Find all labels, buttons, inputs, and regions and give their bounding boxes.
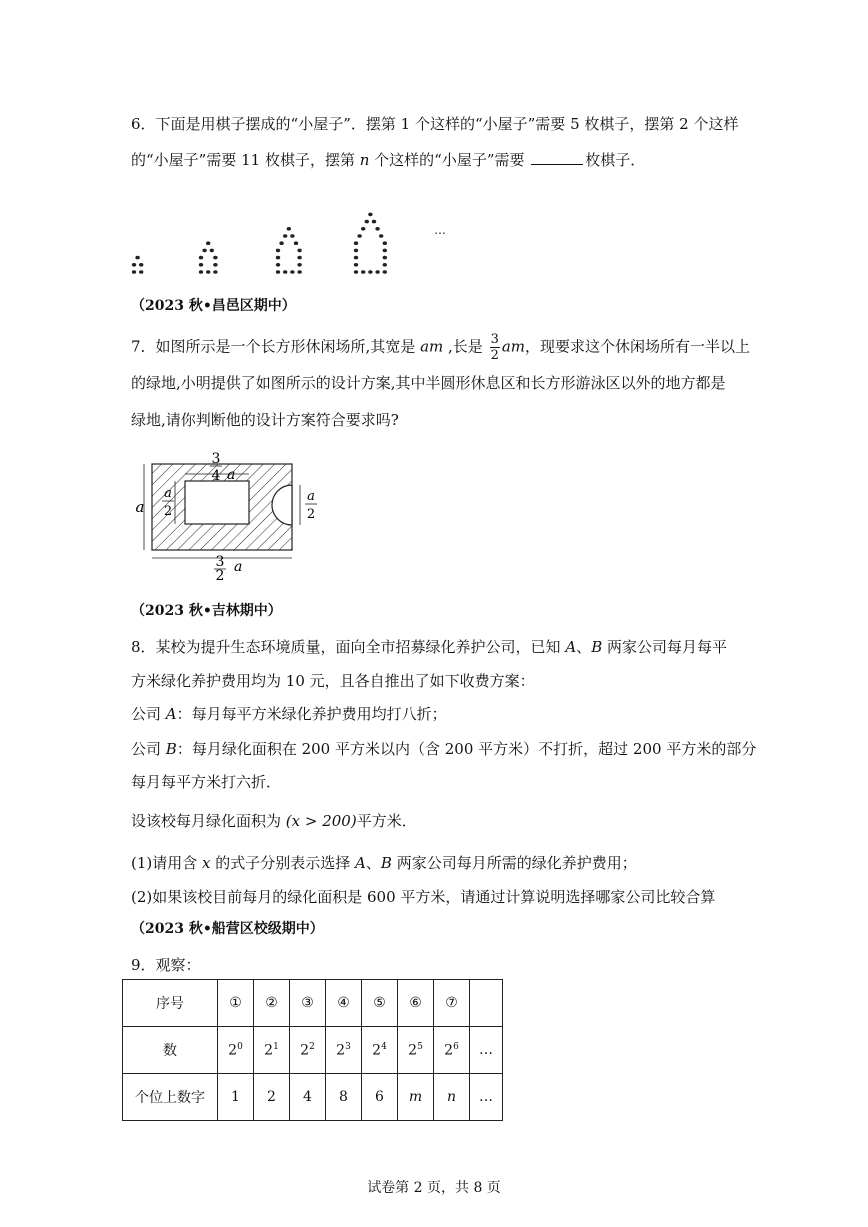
- q7-frac-num: 3: [490, 332, 499, 347]
- chess-piece-dot: [290, 270, 294, 274]
- chess-piece-dot: [135, 256, 139, 260]
- chess-piece-dot: [354, 241, 358, 245]
- chess-piece-dot: [199, 263, 203, 267]
- chess-piece-dot: [283, 270, 287, 274]
- digit-cell: 2: [254, 1074, 290, 1121]
- chess-piece-dot: [139, 270, 143, 274]
- chess-piece-dot: [132, 270, 136, 274]
- page-footer: 试卷第 2 页，共 8 页: [367, 1180, 501, 1196]
- serial-cell: ③: [290, 980, 326, 1027]
- chess-piece-dot: [276, 263, 280, 267]
- chess-piece-dot: [297, 270, 301, 274]
- ellipsis-cell: …: [470, 1027, 503, 1074]
- base: 2: [444, 1042, 454, 1059]
- chess-piece-dot: [210, 249, 214, 253]
- q6-var-n: n: [359, 151, 370, 169]
- chess-piece-dot: [379, 234, 383, 238]
- chess-piece-dot: [276, 270, 280, 274]
- chess-piece-dot: [294, 241, 298, 245]
- chess-piece-dot: [199, 270, 203, 274]
- q8-var-A: A: [565, 638, 577, 656]
- exponent: 6: [453, 1041, 459, 1052]
- chess-piece-dot: [297, 256, 301, 260]
- chess-piece-dot: [383, 241, 387, 245]
- q8-sub1: [131, 853, 637, 873]
- q8-sep: 、: [576, 638, 592, 656]
- q8-sub1-b: 的式子分别表示选择: [210, 854, 356, 872]
- chess-piece-dot: [375, 227, 379, 231]
- exponent: 4: [381, 1041, 387, 1052]
- serial-cell: [470, 980, 503, 1027]
- chess-piece-dot: [213, 256, 217, 260]
- q8-line3: [131, 704, 447, 724]
- chess-piece-dot: [213, 270, 217, 274]
- base: 2: [264, 1042, 274, 1059]
- q8-line3-a: 公司: [131, 705, 166, 723]
- chess-piece-dot: [290, 234, 294, 238]
- chess-piece-dot: [383, 249, 387, 253]
- exponent: 2: [309, 1041, 315, 1052]
- q8-sub1-A: A: [355, 854, 366, 872]
- exponent: 0: [237, 1041, 243, 1052]
- chess-piece-dot: [372, 220, 376, 224]
- chess-piece-dot: [375, 270, 379, 274]
- q8-line4: [131, 739, 756, 759]
- chess-piece-dot: [287, 227, 291, 231]
- q7-line1-c: ，现要求这个休闲场所有一半以上: [525, 337, 751, 356]
- q8-line3-b: ：每月每平方米绿化养护费用均打八折；: [176, 705, 447, 723]
- row-label: 个位上数字: [123, 1074, 218, 1121]
- q9-table: [122, 979, 503, 1121]
- q8-sub1-x: x: [202, 854, 211, 872]
- q8-sub1-a: (1)请用含: [131, 854, 203, 872]
- q8-line3-var-A: A: [165, 705, 177, 723]
- q7-right-num: a: [307, 489, 315, 504]
- table-row: [123, 1027, 503, 1074]
- q6-line2-before: 的“小屋子”需要 11 枚棋子，摆第: [131, 151, 360, 169]
- q8-line1-b: 两家公司每月每平: [602, 638, 727, 656]
- power-cell: [362, 1027, 398, 1074]
- serial-cell: ⑥: [398, 980, 434, 1027]
- q7-frac-3-2: [490, 332, 500, 363]
- chess-piece-dot: [368, 270, 372, 274]
- chess-piece-dot: [276, 249, 280, 253]
- chess-piece-dot: [383, 270, 387, 274]
- chess-piece-dot: [365, 220, 369, 224]
- chess-piece-dot: [297, 263, 301, 267]
- chess-piece-dot: [206, 241, 210, 245]
- q8-line5: 每月每平方米打六折．: [131, 773, 282, 791]
- serial-cell: ①: [218, 980, 254, 1027]
- base: 2: [372, 1042, 382, 1059]
- q6-line2-middle: 个这样的“小屋子”需要: [369, 151, 525, 169]
- chess-piece-dot: [354, 263, 358, 267]
- q7-bottom-var: a: [234, 559, 243, 575]
- serial-cell: ④: [326, 980, 362, 1027]
- q6-answer-blank: [531, 150, 583, 165]
- q8-sub2: (2)如果该校目前每月的绿化面积是 600 平方米，请通过计算说明选择哪家公司比较合算: [131, 888, 716, 906]
- serial-cell: ⑦: [434, 980, 470, 1027]
- chess-piece-dot: [132, 263, 136, 267]
- q7-frac-den: 2: [490, 348, 499, 363]
- power-cell: [326, 1027, 362, 1074]
- q6-line2-after: 枚棋子．: [585, 151, 646, 169]
- q8-line4-a: 公司: [131, 740, 166, 758]
- digit-cell: 4: [290, 1074, 326, 1121]
- q7-bottom-num: 3: [215, 554, 225, 570]
- base: 2: [228, 1042, 238, 1059]
- q7-line1-a: 7．如图所示是一个长方形休闲场所,其宽是: [131, 337, 421, 356]
- q7-line1-b: ,长是: [443, 337, 488, 356]
- q7-inner-den: 2: [163, 504, 173, 519]
- chess-piece-dot: [206, 270, 210, 274]
- q6-house-figure: [128, 180, 458, 280]
- q7-var-am: am: [420, 337, 444, 356]
- row-label: 数: [123, 1027, 218, 1074]
- chess-piece-dot: [354, 249, 358, 253]
- chess-piece-dot: [368, 213, 372, 217]
- q8-source: （2023 秋•船营区校级期中）: [131, 921, 324, 937]
- chess-piece-dot: [361, 270, 365, 274]
- chess-piece-dot: [297, 249, 301, 253]
- chess-piece-dot: [276, 256, 280, 260]
- chess-piece-dot: [199, 256, 203, 260]
- q7-top-den: 4: [211, 468, 221, 484]
- serial-cell: ②: [254, 980, 290, 1027]
- q6-ellipsis: …: [434, 223, 446, 237]
- exponent: 1: [273, 1041, 279, 1052]
- q8-line2: 方米绿化养护费用均为 10 元，且各自推出了如下收费方案：: [131, 672, 535, 690]
- q7-top-num: 3: [211, 451, 221, 467]
- power-cell: [290, 1027, 326, 1074]
- power-cell: [434, 1027, 470, 1074]
- power-cell: [398, 1027, 434, 1074]
- q6-source: （2023 秋•昌邑区期中）: [131, 298, 296, 314]
- q8-sub1-c: 两家公司每月所需的绿化养护费用；: [391, 854, 637, 872]
- q7-var-am-2: am: [501, 337, 526, 356]
- digit-cell: 1: [218, 1074, 254, 1121]
- power-cell: [254, 1027, 290, 1074]
- q7-left-label: a: [135, 498, 145, 516]
- q7-pool-rect: [185, 481, 249, 524]
- q8-var-B: B: [591, 638, 603, 656]
- q7-bottom-den: 2: [215, 568, 225, 580]
- chess-piece-dot: [383, 256, 387, 260]
- q8-line1: [131, 637, 727, 657]
- q9-title: 9．观察：: [131, 956, 201, 974]
- chess-piece-dot: [139, 263, 143, 267]
- q6-line1: 6．下面是用棋子摆成的“小屋子”．摆第 1 个这样的“小屋子”需要 5 枚棋子，摆第 2 个这样: [131, 115, 739, 133]
- chess-piece-dot: [383, 263, 387, 267]
- chess-piece-dot: [213, 263, 217, 267]
- q8-sub1-B: B: [380, 854, 392, 872]
- chess-piece-dot: [361, 227, 365, 231]
- base: 2: [336, 1042, 346, 1059]
- q8-line4-var-B: B: [165, 740, 177, 758]
- serial-cell: ⑤: [362, 980, 398, 1027]
- digit-cell: m: [398, 1074, 434, 1121]
- chess-piece-dot: [202, 249, 206, 253]
- exponent: 3: [345, 1041, 351, 1052]
- base: 2: [300, 1042, 310, 1059]
- chess-piece-dot: [354, 270, 358, 274]
- q7-line1: [131, 332, 750, 363]
- chess-piece-dot: [357, 234, 361, 238]
- q8-line4-b: ：每月绿化面积在 200 平方米以内（含 200 平方米）不打折，超过 200 平方米的部分: [176, 740, 757, 758]
- chess-piece-dot: [283, 234, 287, 238]
- q8-condition: (x > 200): [285, 812, 357, 830]
- q7-line3: 绿地,请你判断他的设计方案符合要求吗?: [131, 411, 399, 429]
- digit-cell: n: [434, 1074, 470, 1121]
- q7-source: （2023 秋•吉林期中）: [131, 603, 282, 619]
- chess-piece-dot: [354, 256, 358, 260]
- q7-inner-num: a: [164, 486, 172, 501]
- base: 2: [408, 1042, 418, 1059]
- q7-park-figure: [130, 450, 340, 580]
- q8-line6-a: 设该校每月绿化面积为: [131, 812, 286, 830]
- q8-line6-b: 平方米．: [356, 812, 417, 830]
- digit-cell: …: [470, 1074, 503, 1121]
- power-cell: [218, 1027, 254, 1074]
- q8-line1-a: 8．某校为提升生态环境质量，面向全市招募绿化养护公司，已知: [131, 638, 566, 656]
- q7-top-var: a: [227, 467, 236, 483]
- row-label: 序号: [123, 980, 218, 1027]
- exponent: 5: [417, 1041, 423, 1052]
- chess-piece-dot: [279, 241, 283, 245]
- q7-line2: 的绿地,小明提供了如图所示的设计方案,其中半圆形休息区和长方形游泳区以外的地方都是: [131, 374, 726, 392]
- digit-cell: 8: [326, 1074, 362, 1121]
- digit-cell: 6: [362, 1074, 398, 1121]
- q6-line2: [131, 150, 645, 170]
- q8-line6: [131, 811, 417, 831]
- q8-sub1-sep: 、: [365, 854, 381, 872]
- table-row: [123, 980, 503, 1027]
- table-row: [123, 1074, 503, 1121]
- q7-right-den: 2: [306, 507, 316, 522]
